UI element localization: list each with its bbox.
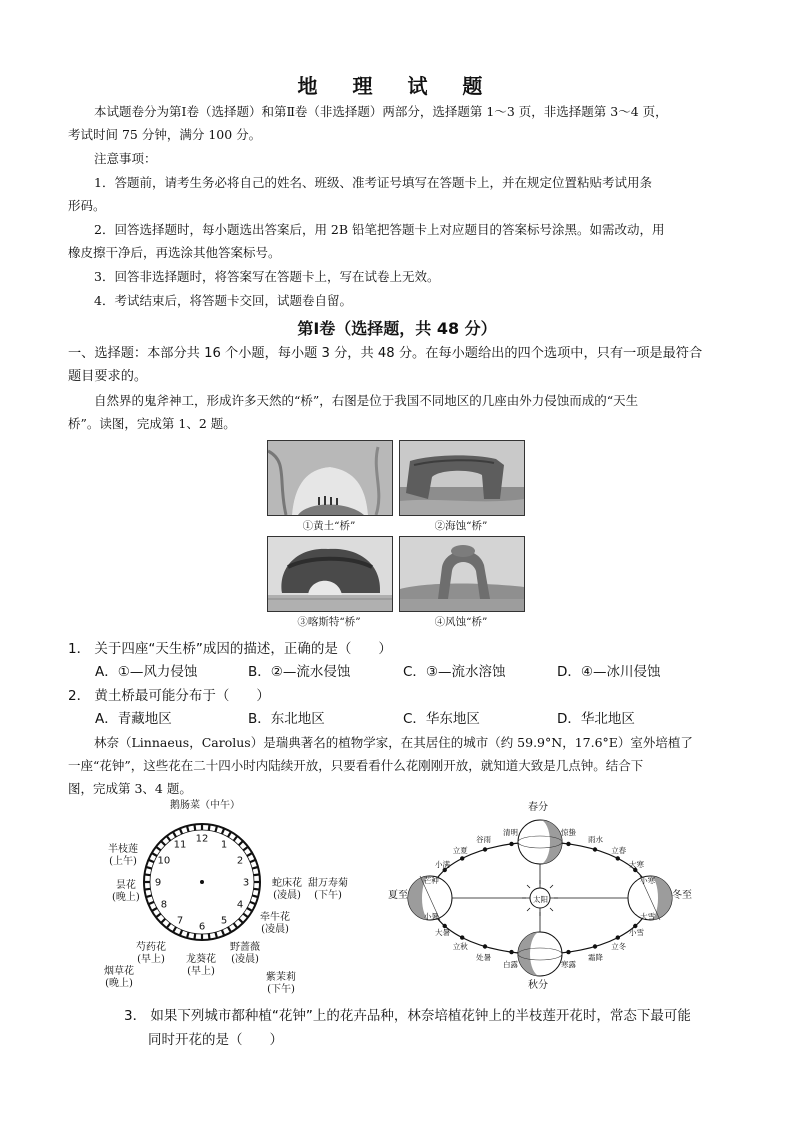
section-instruction-2: 题目要求的。 xyxy=(68,369,148,384)
orbit-term-dot xyxy=(593,944,597,948)
photo-caption-3: ③喀斯特“桥” xyxy=(297,616,361,628)
question-2-stem: 2． 黄土桥最可能分布于（ ） xyxy=(68,688,270,704)
notice-2b: 橡皮擦干净后，再选涂其他答案标号。 xyxy=(68,245,281,260)
notice-title: 注意事项： xyxy=(94,151,157,166)
intro-line-1: 本试题卷分为第Ⅰ卷（选择题）和第Ⅱ卷（非选择题）两部分，选择题第 1～3 页，非选择题第 3～4 页， xyxy=(94,104,668,119)
clock-number: 6 xyxy=(198,921,206,933)
clock-tick xyxy=(247,908,252,911)
passage2-line-2: 一座“花钟”，这些花在二十四小时内陆续开放，只要看看什么花刚刚开放，就知道大致是几点钟。结合下 xyxy=(68,758,644,773)
clock-tick xyxy=(173,927,176,932)
clock-number: 7 xyxy=(176,915,184,927)
clock-tick xyxy=(152,853,157,856)
passage2-line-3: 图，完成第 3、4 题。 xyxy=(68,781,192,796)
label-egchangcai: 鹅肠菜（中午） xyxy=(170,800,240,811)
orbit-term-dot xyxy=(566,842,570,846)
label-summer: 夏至 xyxy=(388,890,408,901)
clock-tick xyxy=(144,874,150,875)
clock-tick xyxy=(250,860,256,862)
clock-tick xyxy=(215,826,217,832)
label-tianwanshouju: 甜万寿菊 (下午) xyxy=(308,878,348,901)
solar-term-label: 小满 xyxy=(435,860,450,869)
label-longkui: 龙葵花 (早上) xyxy=(186,954,216,977)
orbit-term-dot xyxy=(616,935,620,939)
clock-number: 5 xyxy=(220,915,228,927)
clock-tick xyxy=(148,860,154,862)
earth-orbit-diagram xyxy=(380,800,700,995)
clock-number: 10 xyxy=(157,855,171,867)
label-spring: 春分 xyxy=(528,802,548,813)
clock-tick xyxy=(222,930,224,936)
q1-option-d[interactable]: D．④—冰川侵蚀 xyxy=(557,664,661,680)
clock-tick xyxy=(161,919,165,923)
question-3-line-2: 同时开花的是（ ） xyxy=(148,1032,283,1048)
solar-term-label: 惊蛰 xyxy=(560,828,576,838)
orbit-term-dot xyxy=(483,847,487,851)
orbit-term-dot xyxy=(460,935,464,939)
solar-term-label: 小暑 xyxy=(423,911,439,921)
label-qianniu: 牵牛花 (凌晨) xyxy=(260,912,290,935)
solar-term-label: 雨水 xyxy=(588,835,603,845)
orbit-term-dot xyxy=(616,856,620,860)
solar-term-label: 芒种 xyxy=(423,876,439,886)
label-autumn: 秋分 xyxy=(528,980,548,991)
page-title: 地 理 试 题 xyxy=(297,74,497,98)
clock-tick xyxy=(209,934,210,940)
clock-tick xyxy=(215,932,217,938)
clock-tick xyxy=(161,841,165,845)
clock-tick xyxy=(250,902,256,904)
solar-term-label: 处暑 xyxy=(476,952,491,962)
clock-number: 4 xyxy=(236,899,244,911)
solar-term-label: 立秋 xyxy=(452,942,468,952)
earth-spring xyxy=(518,820,562,864)
clock-number: 1 xyxy=(220,839,228,851)
passage2-line-1: 林奈（Linnaeus，Carolus）是瑞典著名的植物学家，在其居住的城市（约 59.9°N，17.6°E）室外培植了 xyxy=(94,735,693,750)
clock-tick xyxy=(146,895,152,897)
clock-tick xyxy=(194,934,195,940)
section-instruction-1: 一、选择题：本部分共 16 个小题，每小题 3 分，共 48 分。在每小题给出的四个选项中，只有一项是最符合 xyxy=(68,346,703,361)
clock-tick xyxy=(144,889,150,890)
clock-tick xyxy=(239,919,243,923)
q1-option-c[interactable]: C．③—流水溶蚀 xyxy=(403,664,506,680)
label-winter: 冬至 xyxy=(672,890,692,901)
passage1-line-2: 桥”。读图，完成第 1、2 题。 xyxy=(68,416,236,431)
solar-term-label: 立冬 xyxy=(611,942,627,952)
solar-term-label: 谷雨 xyxy=(476,835,491,845)
label-shechuang: 蛇床花 (凌晨) xyxy=(272,878,302,901)
intro-line-2: 考试时间 75 分钟，满分 100 分。 xyxy=(68,127,262,142)
orbit-term-dot xyxy=(509,842,513,846)
karst-bridge-photo xyxy=(267,536,393,612)
orbit-term-dot xyxy=(593,847,597,851)
clock-tick xyxy=(254,874,260,875)
clock-tick xyxy=(254,889,260,890)
notice-3: 3．回答非选择题时，将答案写在答题卡上，写在试卷上无效。 xyxy=(94,269,440,284)
question-3-line-1: 3． 如果下列城市都种植“花钟”上的花卉品种，林奈培植花钟上的半枝莲开花时，常态下最可能 xyxy=(124,1008,691,1024)
solar-term-label: 小雪 xyxy=(628,928,644,937)
q2-option-d[interactable]: D．华北地区 xyxy=(557,711,635,727)
solar-term-label: 白露 xyxy=(503,959,518,969)
solar-term-label: 清明 xyxy=(503,828,518,838)
clock-tick xyxy=(209,824,210,830)
clock-number: 11 xyxy=(173,839,187,851)
clock-number: 9 xyxy=(154,877,162,889)
clock-tick xyxy=(252,867,258,869)
label-sun: 太阳 xyxy=(533,895,548,904)
clock-tick xyxy=(222,828,224,834)
passage1-line-1: 自然界的鬼斧神工，形成许多天然的“桥”，右图是位于我国不同地区的几座由外力侵蚀而成的“天生 xyxy=(94,393,639,408)
notice-1b: 形码。 xyxy=(68,198,106,213)
sea-arch-photo xyxy=(399,440,525,516)
solar-term-label: 大寒 xyxy=(628,860,644,869)
label-tanhua: 昙花 (晚上) xyxy=(112,880,140,903)
clock-tick xyxy=(252,895,258,897)
clock-tick xyxy=(180,930,182,936)
clock-number: 3 xyxy=(242,877,250,889)
clock-tick xyxy=(234,923,238,928)
q2-option-c[interactable]: C．华东地区 xyxy=(403,711,480,727)
clock-tick xyxy=(167,923,171,928)
section-title: 第Ⅰ卷（选择题，共 48 分） xyxy=(297,319,497,338)
clock-tick xyxy=(180,828,182,834)
clock-tick xyxy=(239,841,243,845)
clock-tick xyxy=(247,853,252,856)
clock-tick xyxy=(243,847,248,851)
q2-option-b[interactable]: B．东北地区 xyxy=(248,711,325,727)
photo-caption-2: ②海蚀“桥” xyxy=(434,520,488,532)
clock-tick xyxy=(228,927,231,932)
q1-option-b[interactable]: B．②—流水侵蚀 xyxy=(248,664,351,680)
photo-caption-1: ①黄土“桥” xyxy=(302,520,356,532)
label-yancao: 烟草花 (晚上) xyxy=(104,966,134,989)
clock-tick xyxy=(228,832,231,837)
orbit-term-dot xyxy=(483,944,487,948)
solar-term-label: 立春 xyxy=(611,845,627,855)
label-banzhilian: 半枝莲 (上午) xyxy=(108,844,138,867)
orbit-term-dot xyxy=(509,950,513,954)
orbit-term-dot xyxy=(566,950,570,954)
clock-number: 2 xyxy=(236,855,244,867)
clock-tick xyxy=(152,908,157,911)
solar-term-label: 霜降 xyxy=(588,952,603,962)
clock-tick xyxy=(194,824,195,830)
orbit-term-dot xyxy=(460,856,464,860)
solar-term-label: 立夏 xyxy=(452,845,468,855)
clock-tick xyxy=(187,826,189,832)
label-zimoli: 紫茉莉 (下午) xyxy=(266,972,296,995)
clock-tick xyxy=(234,836,238,841)
notice-4: 4．考试结束后，将答题卡交回，试题卷自留。 xyxy=(94,293,352,308)
q2-option-a[interactable]: A．青藏地区 xyxy=(95,711,172,727)
label-yeqiangwei: 野蔷薇 (凌晨) xyxy=(230,942,260,965)
clock-tick xyxy=(146,867,152,869)
solar-term-label: 大雪 xyxy=(640,911,656,921)
clock-tick xyxy=(156,847,161,851)
flower-clock-diagram xyxy=(100,800,360,995)
clock-tick xyxy=(156,914,161,918)
solar-term-label: 小寒 xyxy=(640,876,656,886)
loess-bridge-photo xyxy=(267,440,393,516)
label-shaoyao: 芍药花 (早上) xyxy=(136,942,166,965)
notice-2a: 2．回答选择题时，每小题选出答案后，用 2B 铅笔把答题卡上对应题目的答案标号涂黑。如需改动，用 xyxy=(94,222,665,237)
clock-tick xyxy=(173,832,176,837)
solar-term-label: 大暑 xyxy=(435,928,450,937)
clock-number: 12 xyxy=(195,833,209,845)
earth-autumn xyxy=(518,932,562,976)
clock-tick xyxy=(187,932,189,938)
q1-option-a[interactable]: A．①—风力侵蚀 xyxy=(95,664,198,680)
clock-tick xyxy=(243,914,248,918)
notice-1a: 1．答题前，请考生务必将自己的姓名、班级、准考证号填写在答题卡上，并在规定位置粘贴考试用条 xyxy=(94,175,652,190)
clock-tick xyxy=(167,836,171,841)
question-1-stem: 1． 关于四座“天生桥”成因的描述，正确的是（ ） xyxy=(68,641,392,657)
clock-number: 8 xyxy=(160,899,168,911)
clock-tick xyxy=(148,902,154,904)
solar-term-label: 寒露 xyxy=(560,959,576,969)
photo-caption-4: ④风蚀“桥” xyxy=(434,616,488,628)
wind-arch-photo xyxy=(399,536,525,612)
